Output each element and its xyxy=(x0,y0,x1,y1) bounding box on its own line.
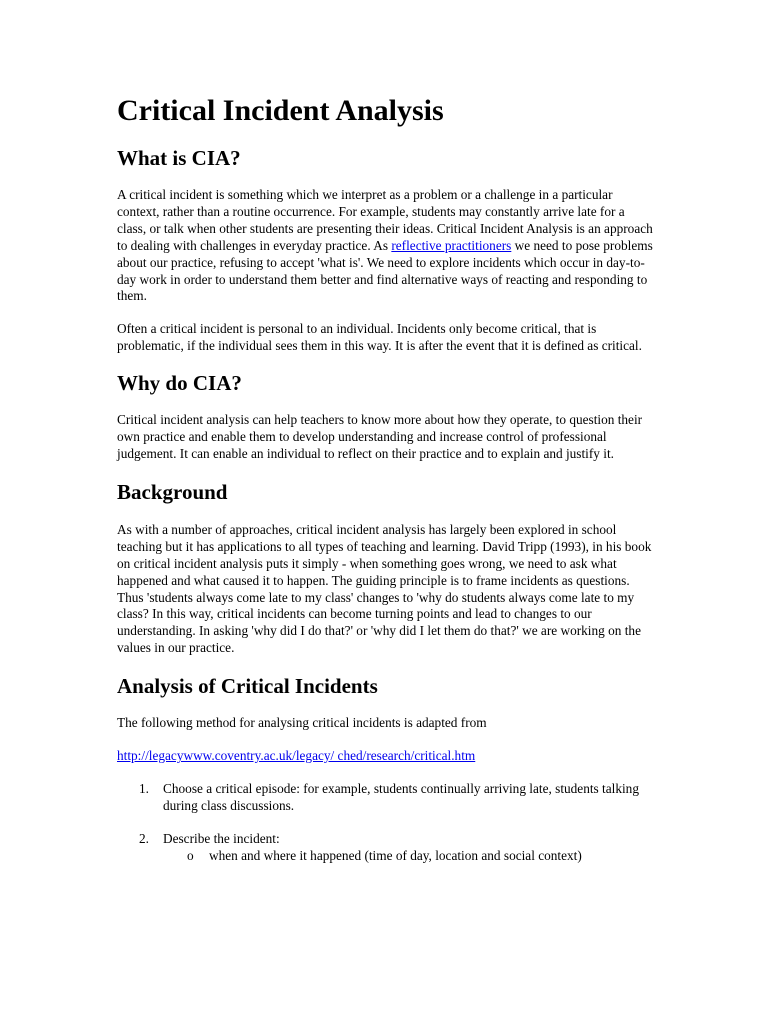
reflective-practitioners-link[interactable]: reflective practitioners xyxy=(391,237,512,253)
sub-list xyxy=(163,848,657,865)
list-number: 2. xyxy=(139,830,149,846)
coventry-source-link[interactable]: http://legacywww.coventry.ac.uk/legacy/ ched/research/critical.htm xyxy=(117,748,476,764)
paragraph-background-1: As with a number of approaches, critical incident analysis has largely been explored in school teaching but it has applications to all types of teaching and learning. David Tripp (1993), in his book on critical incident analysis puts it simply - when something goes wrong, we need to ask what happened and what caused it to happen. The guiding principle is to frame incidents as questions. Thus 'students always come late to my class' changes to 'why do students always come late to my class? In this way, critical incidents can become turning points and lead to changes to our understanding. In asking 'why did I do that?' or 'why did I let them do that?' we are working on the values in our practice. xyxy=(117,521,652,656)
paragraph-what-1-text-b: we need to pose problems about our practice, refusing to accept 'what is'. We need to explore incidents which occur in day-to-day work in order to understand them better and find alternative ways of reacting and responding to them. xyxy=(117,237,653,304)
source-link-paragraph xyxy=(117,748,657,765)
page-title: Critical Incident Analysis xyxy=(117,94,444,127)
paragraph-what-2: Often a critical incident is personal to an individual. Incidents only become critical, that is problematic, if the individual sees them in this way. It is after the event that it is defined as critical. xyxy=(117,321,642,354)
list-item-text: Choose a critical episode: for example, students continually arriving late, students talking during class discussions. xyxy=(163,780,639,813)
list-item xyxy=(117,831,657,865)
paragraph-analysis-intro: The following method for analysing critical incidents is adapted from xyxy=(117,715,487,731)
heading-analysis: Analysis of Critical Incidents xyxy=(117,674,378,699)
list-item-text: Describe the incident: xyxy=(163,830,280,846)
bullet-marker: o xyxy=(187,847,194,863)
sub-list-item xyxy=(163,848,657,865)
paragraph-why-1: Critical incident analysis can help teachers to know more about how they operate, to question their own practice and enable them to develop understanding and increase control of professional judgement. It can enable an individual to reflect on their practice and to explain and justify it. xyxy=(117,412,643,461)
document-body xyxy=(117,84,657,881)
paragraph-what-1-text-a: A critical incident is something which we interpret as a problem or a challenge in a particular context, rather than a routine occurrence. For example, students may constantly arrive late for a class, or talk when other students are presenting their ideas. Critical Incident Analysis is an approach to dealing with challenges in everyday practice. As xyxy=(117,187,653,253)
analysis-steps-list xyxy=(117,781,657,865)
sub-list-item-text: when and where it happened (time of day, location and social context) xyxy=(209,847,582,863)
heading-what-is-cia: What is CIA? xyxy=(117,146,241,170)
heading-why-do-cia: Why do CIA? xyxy=(117,371,242,396)
list-item xyxy=(117,781,657,815)
list-number: 1. xyxy=(139,780,149,796)
paragraph-what-1 xyxy=(117,187,657,305)
heading-background: Background xyxy=(117,479,228,504)
